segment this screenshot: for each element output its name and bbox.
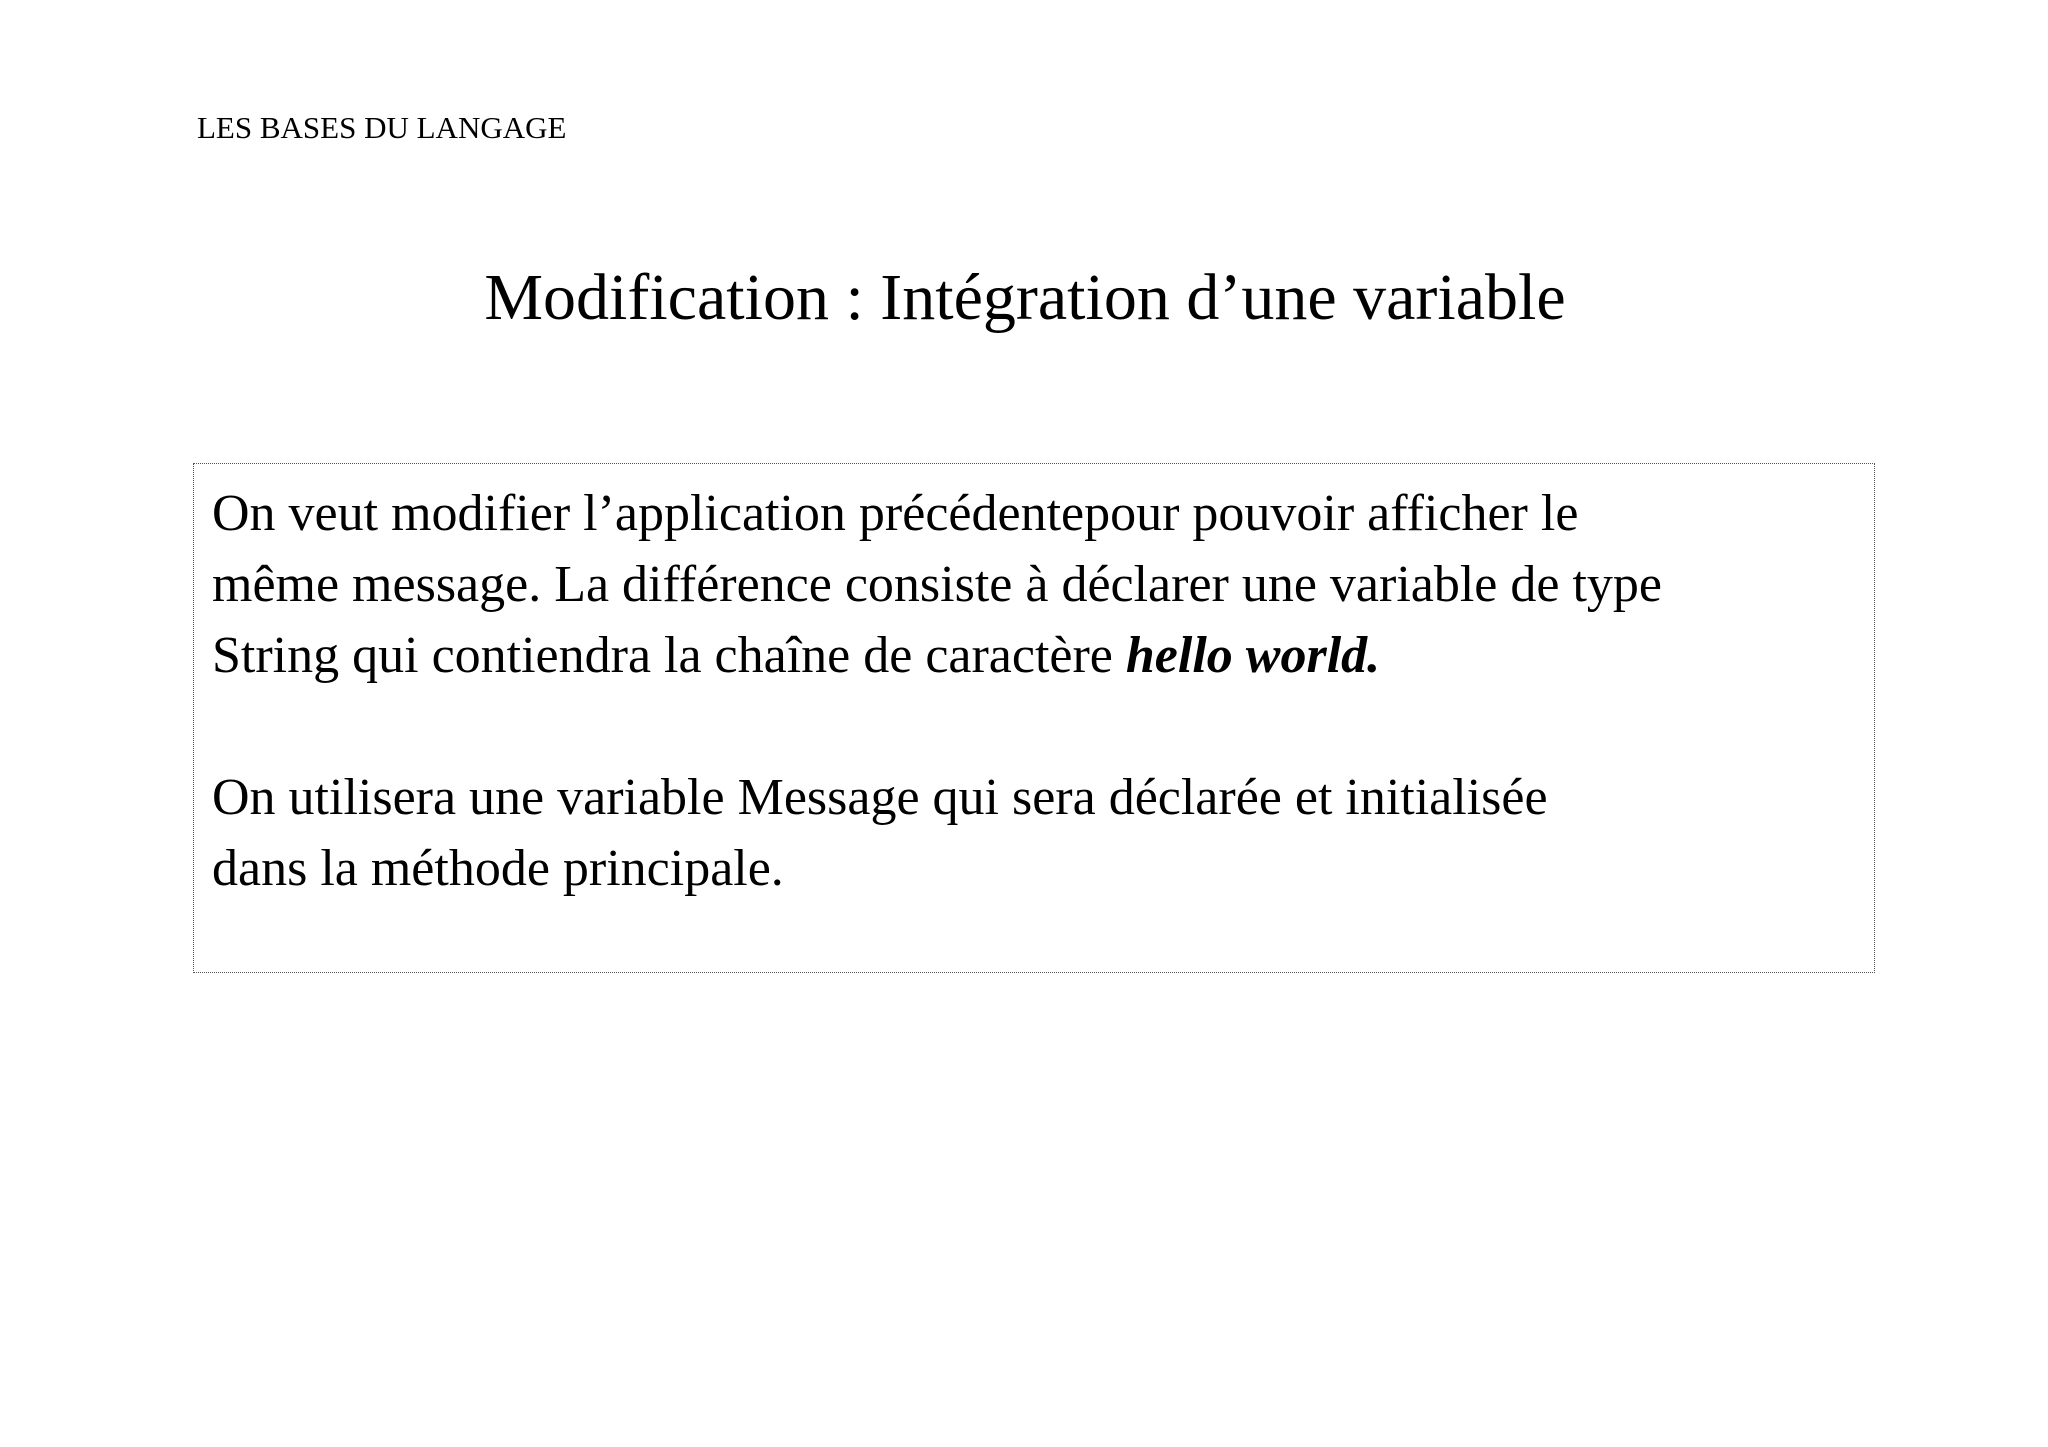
paragraph-2-line-1: On utilisera une variable Message qui sera déclarée et initialisée [212, 769, 1548, 826]
paragraph-1-line-2: même message. La différence consiste à déclarer une variable de type [212, 556, 1662, 613]
hello-world-emphasis: hello world. [1125, 627, 1381, 684]
section-header: LES BASES DU LANGAGE [197, 110, 567, 145]
paragraph-1-line-3 [212, 620, 1872, 691]
slide-title: Modification : Intégration d’une variable [484, 261, 1566, 334]
content-text [212, 478, 1872, 904]
paragraph-1-line-3-text: String qui contiendra la chaîne de caractère [212, 627, 1126, 684]
paragraph-1-line-1: On veut modifier l’application précédentepour pouvoir afficher le [212, 485, 1579, 542]
paragraph-gap [212, 691, 1872, 762]
paragraph-2-line-2: dans la méthode principale. [212, 840, 784, 897]
